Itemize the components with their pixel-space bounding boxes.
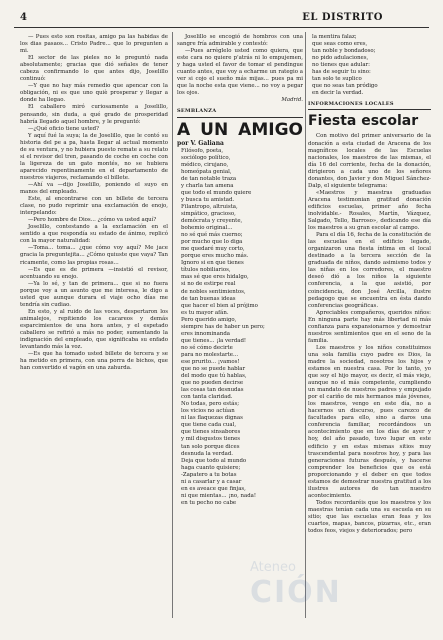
article-heading	[177, 121, 303, 148]
verse-line: que no se puede hablar	[181, 366, 246, 373]
paragraph: —Es que es de primera —insistió el revisor, acentuando su enojo.	[20, 266, 168, 280]
verse-line: no pido adulaciones,	[312, 55, 369, 62]
verse-line: Filantropo, altruista,	[181, 203, 238, 210]
section-label: SEMBLANZA	[177, 108, 303, 117]
paragraph: —Y que no hay más remedio que apencar con la obligación, ni es que uno quiè prosperar y llegar a donde ha llegao.	[20, 83, 168, 104]
paragraph: —Es que ha tomado usted billete de tercera y se ha metido en primera, con una porra de bichos, que han convertido el vagón en una zahurda.	[20, 351, 168, 372]
paragraph: Apreciables compañeros, queridos niños: En ninguna parte hay más libertad ni más confianza para expansionarnos y demostrar nuestros sentimientos que en el seno de la familia.	[308, 309, 431, 344]
verse-line: has de seguir tu sino:	[312, 69, 371, 76]
verse-line: no sé cómo decirte	[181, 344, 233, 351]
verse-line: No todas, pero estás;	[181, 401, 240, 408]
verse-line: las cosas tan desnudas	[181, 387, 244, 394]
verse-line: del modo que tú hablas,	[181, 373, 247, 380]
article-title: Fiesta escolar	[308, 113, 419, 130]
verse-line: ni a casarlar y a casar	[181, 478, 242, 485]
verse-line: médico, cirujano,	[181, 161, 229, 168]
column-divider	[172, 32, 173, 618]
verse-line: que no seas tan pródigo	[312, 83, 378, 90]
verse-line: sociólogo político,	[181, 154, 231, 161]
poem-end	[308, 34, 431, 97]
verse-line: Ignoro si en que tienes	[181, 260, 244, 267]
paragraph: —Toma... toma... ¿que cómo voy aquí? Me jace gracia la preguntejita... ¿Cómo quiuste que vaya? Tan ricamente, como las propias rosas...	[20, 245, 168, 266]
paragraph: —Ya lo sé, y tan de primera... que si no fuera porque voy a un asunto que me interesa, le digo a usted que aunque durara el viaje ocho días me tendría sin cudiao.	[20, 280, 168, 308]
article-body	[308, 133, 431, 535]
verse-line: si no de estirpe real	[181, 281, 236, 288]
verse-line: tan noble y bondadoso;	[312, 48, 376, 55]
verse-line: me quedaré muy corto,	[181, 246, 245, 253]
story-signature: Madrid.	[281, 97, 303, 104]
verse-line: demócrata y creyente,	[181, 218, 243, 225]
verse-line: en decir la verdad.	[312, 90, 364, 97]
verse-line: que tienes... ¡la verdad!	[181, 337, 247, 344]
paragraph: —¿Qué oficio tiene usted?	[28, 125, 100, 132]
verse-line: en tu pecho no cabe	[181, 499, 237, 506]
verse-line: que no pueden decirse	[181, 380, 244, 387]
watermark-line: Ateneo	[250, 560, 296, 575]
paragraph: — Pues esto son rositas, amigo pa las habidas de los dias pasaos... Cristo Padre... que lo pregunten a mi.	[20, 34, 168, 55]
verse-line: siempre has de haber un pero;	[181, 323, 265, 330]
paragraph: —Ahí va —dijo Joselillo, poniendo el suyo en manos del empleado.	[20, 181, 168, 196]
article-title: A UN AMIGO	[177, 119, 303, 140]
verse-line: que seas como eres,	[312, 41, 368, 48]
verse-line: Pero querido amigo,	[181, 316, 237, 323]
verse-line: es tu mayor afán.	[181, 309, 229, 316]
paragraph: Este, al encontrarse con un billete de tercera clase, no pudo reprimir una exclamación de enojo, interpelando:	[20, 196, 168, 217]
paragraph: Todos recordaréis que los maestros y los maestras tenían cada una su escuela en su sitio; que las escuelas eran feas y los cuartos, mapas, bancos, pizarras, etc., eran todos feos, viejos y deteriorados; pero	[308, 499, 431, 535]
verse-line: y busca tu amistad.	[181, 196, 235, 203]
article-byline: por V. Galiana	[177, 139, 224, 147]
watermark	[250, 560, 430, 630]
verse-line: no sé qué más cuerno;	[181, 232, 243, 239]
paragraph: Y aquí fué la suya; la de Joselillo, que le contó su historia del pe a pa, hasta llegar al actual momento de su ventura, y no hubiera puesto remate a su relato si el revisor del tren, pasando de coche en coche con la ligereza de un gato montés, no se hubiera aparecido repentinamente en el departamento de nuestros viajeros, reclamando el billete.	[20, 132, 168, 181]
verse-line: que todo el mundo quiere	[181, 189, 252, 196]
verse-line: la mentira falaz;	[312, 34, 357, 40]
header-rule	[14, 27, 429, 28]
verse-line: tan solo te suplico	[312, 76, 362, 83]
verse-line: Filósofo, poeta,	[181, 147, 224, 154]
paragraph: El caballero miró curiosamente a Joselillo, pensando, sin duda, a qué grado de prosperidad habría llegado aquel hombre, y le preguntó:	[20, 104, 168, 125]
newspaper-title: EL DISTRITO	[302, 12, 383, 23]
verse-line: tan solo porque dices	[181, 443, 240, 450]
verse-line: con tanta claridad.	[181, 394, 233, 401]
paragraph: Joselillo, contestando a la exclamación en el sentido a que respondía su estado de ánimo, replicó con la mayor naturalidad:	[20, 224, 168, 245]
column-2	[177, 34, 303, 507]
page-header	[14, 12, 429, 24]
story-continuation	[20, 34, 168, 372]
verse-line: simpático, gracioso,	[181, 210, 236, 217]
verse-line: no tienes que adular:	[312, 62, 370, 69]
paragraph: —Pero hombre de Dios... ¿cómo va usted aquí?	[28, 217, 157, 224]
column-3	[308, 34, 431, 535]
verse-line: Deja que todo al mundo	[181, 457, 247, 464]
paragraph: El sector de las pieles no le preguntó nada absolutamente; gracias que dió señales de tener cabeza confirmando lo que antes dijo, Joselillo continuó:	[20, 55, 168, 83]
column-1	[20, 34, 168, 372]
verse-line: de tan notable traza	[181, 175, 237, 182]
verse-line: que tienes sinsabores	[181, 429, 241, 436]
verse-line: bohemio original...	[181, 225, 233, 232]
verse-line: los vicios no actúan	[181, 408, 235, 415]
page-number: 4	[20, 12, 27, 23]
verse-line: de tan buenas ideas	[181, 295, 236, 302]
paragraph: Con motivo del primer aniversario de la donación a esta ciudad de Aracena de los magníficos locales de las Escuelas nacionales, los maestros de las mismas, el día 16 del corriente, fecha de la donación, dirigieron a cada uno de los señores donantes, don Javier y don Miguel Sánchez-Dalp, el siguiente telegrama:	[308, 133, 431, 189]
verse-line: y mil disgustos tienes	[181, 436, 241, 443]
verse-line: desnuda la verdad.	[181, 450, 234, 457]
verse-line: y charla tan amena	[181, 182, 234, 189]
paragraph: Los maestros y los niños constituimos una sola familia cuyo padre es Dios, la madre la sociedad, nosotros los hijos y estamos en nuestra casa. Por lo tanto, yo que soy el hijo mayor, es decir, el más viejo, aunque no el más competente, cumpliendo un mandato de nuestros padres y empujado por el cariño de mis hermanos más jóvenes, los maestros, vengo en este día, no a hacernos un discurso, pues carezco de facultades para ello, sino a daros una conferencia familiar, recordándoos un acontecimiento que en los días de ayer y hoy, del año pasado, tuvo lugar en este edificio y en estas mismas sitios muy trascendental para nosotros hoy, y para las generaciones futuras después, y hacerse comprender los beneficios que os está proporcionando y el deber en que todos estamos de demostrar nuestra gratitud a los ilustres autores de tan nuestro acontecimiento.	[308, 344, 431, 499]
verse-line: -Zapatero a tu botas	[181, 471, 237, 478]
paragraph: —Pues arréglelo usted como quiera, que este cara no quiere p'atrás ni lo empujemen, y haga usted el favor de tomar el pendingue cuanto antes, que voy a echarme un rategio a ver si cojo el sueño más mijas... pues pa mi que la noche esta que viene... no voy a pegar los ojos.	[177, 48, 303, 97]
paragraph: Para el día 16, fecha de la constitución de las escuelas en el edificio legado, organizaron una fiesta íntima en el local destinado a la tercera sección de la graduada de niños, dando asimismo todos y las niñas en los corredores, el maestro deseó dió a los niños la siguiente conferencia, a la que asistió, por coincidencia, don José Arcilla, ilustre pedagogo que se encuentra en ésta dando conferencias geográficas.	[308, 232, 431, 309]
paragraph: En esto, y al ruido de las voces, despertaron los animalejos, repitiendo los cacareos y demás esparcimientos de una hora antes, y el espetado caballero se refirió a más no poder, sumentando la indignación del empleado, que significaba su enfado levantando más la voz.	[20, 308, 168, 351]
poem	[177, 148, 303, 507]
verse-line: que tiene cada cual,	[181, 422, 237, 429]
verse-line: ni que mientas... ¡no, nada!	[181, 492, 257, 499]
verse-line: títulos nobiliarios,	[181, 267, 231, 274]
story-end	[177, 34, 303, 97]
verse-line: ese prurito... ¡vamos!	[181, 358, 240, 365]
verse-line: que hacer el bien al prójimo	[181, 302, 258, 309]
verse-line: de nobles sentimientos,	[181, 288, 246, 295]
column-divider	[305, 32, 306, 618]
watermark-line: CIÓN	[250, 575, 342, 610]
verse-line: eres innominanda	[181, 330, 231, 337]
verse-line: por mucho que lo diga	[181, 239, 243, 246]
section-label: INFORMACIONES LOCALES	[308, 101, 431, 110]
verse-line: para no molestarte...	[181, 351, 239, 358]
verse-line: en es aveace que finjas,	[181, 485, 246, 492]
verse-line: haga cuanto quisiere;	[181, 464, 241, 471]
verse-line: homeópata genial,	[181, 168, 232, 175]
verse-line: ni las flaquezas dignas	[181, 415, 243, 422]
verse-line: mas sé que eres hidalgo,	[181, 274, 249, 281]
paragraph: Joselillo se encogió de hombros con una sangre fría admirable y contestó:	[177, 34, 303, 48]
paragraph: «Maestros y maestras graduadas Aracena testimonian gratitud donación edificios escuelas, primer año fecha inolvidable.- Rosales, Martín, Vázquez, Salgado, Tello, Barroso», dedicando ese día los maestros a su gran escolar al campo.	[308, 189, 431, 232]
verse-line: porque eres mucho más.	[181, 253, 249, 260]
